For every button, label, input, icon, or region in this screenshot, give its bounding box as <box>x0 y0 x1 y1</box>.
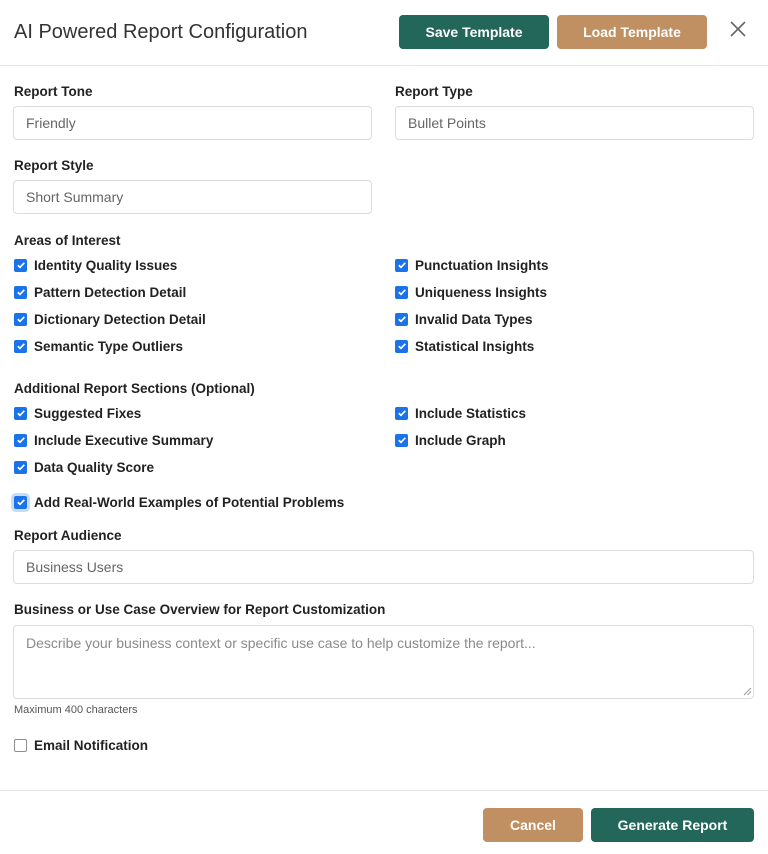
checkbox-label: Invalid Data Types <box>415 311 533 327</box>
close-icon[interactable] <box>727 18 749 40</box>
checkbox-checked-icon[interactable] <box>395 259 408 272</box>
checkbox-real-world-examples[interactable] <box>14 493 344 511</box>
checkbox-label: Pattern Detection Detail <box>34 284 187 300</box>
checkbox-punctuation-insights[interactable] <box>395 256 549 274</box>
checkbox-label: Statistical Insights <box>415 338 535 354</box>
checkbox-data-quality-score[interactable] <box>14 458 154 476</box>
checkbox-label: Uniqueness Insights <box>415 284 548 300</box>
checkbox-uniqueness-insights[interactable] <box>395 283 547 301</box>
checkbox-label: Email Notification <box>34 737 149 753</box>
report-type-label: Report Type <box>395 84 473 99</box>
checkbox-checked-icon[interactable] <box>395 434 408 447</box>
checkbox-include-statistics[interactable] <box>395 404 526 422</box>
checkbox-checked-icon[interactable] <box>14 313 27 326</box>
checkbox-statistical-insights[interactable] <box>395 337 534 355</box>
cancel-button[interactable]: Cancel <box>483 808 583 842</box>
checkbox-label: Identity Quality Issues <box>34 257 178 273</box>
checkbox-checked-icon[interactable] <box>395 340 408 353</box>
checkbox-label: Semantic Type Outliers <box>34 338 184 354</box>
checkbox-checked-icon[interactable] <box>14 259 27 272</box>
checkbox-checked-icon[interactable] <box>395 407 408 420</box>
checkbox-include-graph[interactable] <box>395 431 506 449</box>
checkbox-label: Dictionary Detection Detail <box>34 311 206 327</box>
checkbox-label: Punctuation Insights <box>415 257 549 273</box>
checkbox-label: Suggested Fixes <box>34 405 142 421</box>
checkbox-checked-icon[interactable] <box>14 340 27 353</box>
business-overview-label: Business or Use Case Overview for Report Customization <box>14 602 386 617</box>
character-limit-hint: Maximum 400 characters <box>14 704 138 716</box>
checkbox-email-notification[interactable] <box>14 736 148 754</box>
additional-sections-label: Additional Report Sections (Optional) <box>14 381 255 396</box>
dialog-header <box>0 0 768 66</box>
checkbox-include-executive-summary[interactable] <box>14 431 213 449</box>
checkbox-label: Add Real-World Examples of Potential Problems <box>34 494 345 510</box>
checkbox-pattern-detection-detail[interactable] <box>14 283 186 301</box>
report-style-select[interactable]: Short Summary <box>13 180 372 214</box>
report-style-label: Report Style <box>14 158 94 173</box>
checkbox-unchecked-icon[interactable] <box>14 739 27 752</box>
report-audience-label: Report Audience <box>14 528 122 543</box>
report-tone-label: Report Tone <box>14 84 93 99</box>
checkbox-label: Data Quality Score <box>34 459 155 475</box>
load-template-button[interactable]: Load Template <box>557 15 707 49</box>
save-template-button[interactable]: Save Template <box>399 15 549 49</box>
checkbox-suggested-fixes[interactable] <box>14 404 141 422</box>
checkbox-checked-icon[interactable] <box>14 434 27 447</box>
checkbox-checked-icon[interactable] <box>14 461 27 474</box>
checkbox-checked-icon[interactable] <box>14 496 27 509</box>
checkbox-label: Include Graph <box>415 432 506 448</box>
report-tone-select[interactable]: Friendly <box>13 106 372 140</box>
areas-of-interest-label: Areas of Interest <box>14 233 121 248</box>
generate-report-button[interactable]: Generate Report <box>591 808 754 842</box>
checkbox-checked-icon[interactable] <box>395 286 408 299</box>
checkbox-dictionary-detection-detail[interactable] <box>14 310 206 328</box>
checkbox-label: Include Executive Summary <box>34 432 214 448</box>
checkbox-checked-icon[interactable] <box>14 286 27 299</box>
dialog-footer <box>0 790 768 854</box>
checkbox-checked-icon[interactable] <box>395 313 408 326</box>
checkbox-checked-icon[interactable] <box>14 407 27 420</box>
checkbox-invalid-data-types[interactable] <box>395 310 533 328</box>
business-overview-textarea[interactable] <box>13 625 754 699</box>
checkbox-semantic-type-outliers[interactable] <box>14 337 183 355</box>
dialog-title: AI Powered Report Configuration <box>14 21 308 43</box>
report-audience-select[interactable]: Business Users <box>13 550 754 584</box>
resize-grip-icon[interactable] <box>742 686 752 696</box>
checkbox-identity-quality-issues[interactable] <box>14 256 177 274</box>
report-type-select[interactable]: Bullet Points <box>395 106 754 140</box>
checkbox-label: Include Statistics <box>415 405 527 421</box>
